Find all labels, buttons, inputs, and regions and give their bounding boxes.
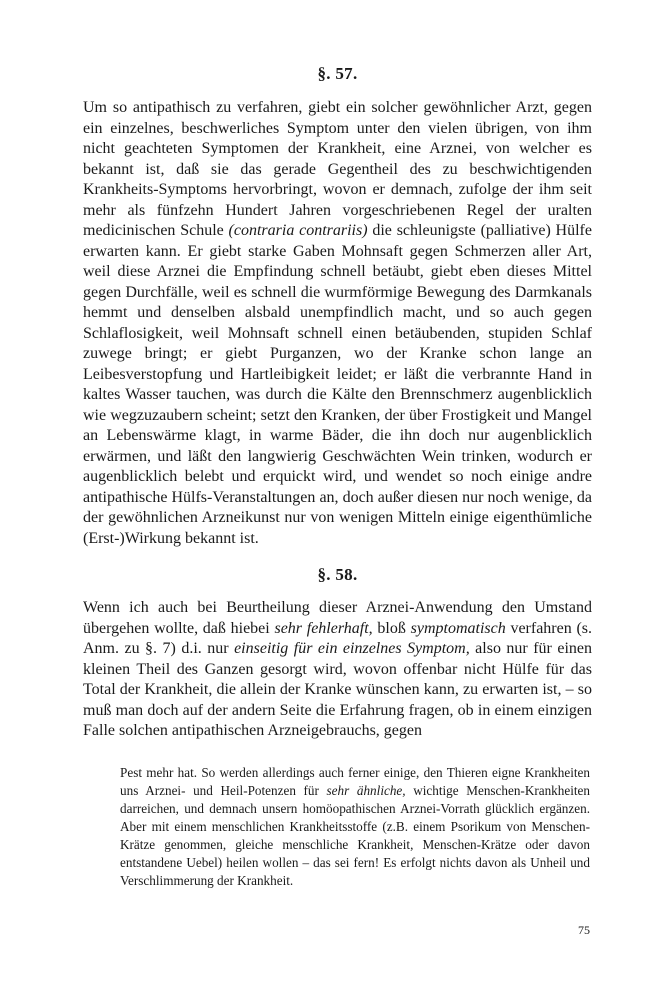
italic-text-run: sehr ähnliche,: [326, 783, 406, 798]
text-run: Wenn ich auch bei Beurtheilung dieser Arznei-Anwendung den Umstand übergehen wollte, daß hiebei: [83, 599, 592, 637]
text-run: also nur für einen kleinen Theil des Ganzen gesorgt wird, wovon offenbar nicht Hülfe für das Total der Krankheit, die allein der Kranke wünschen kann, zu erwarten ist, – so muß man doch auf der andern Seite die Erfahrung fragen, ob in einem einzigen Falle solchen antipathischen Arzneigebrauchs, gegen: [83, 640, 593, 739]
text-run: die schleunigste (palliative) Hülfe erwarten kann. Er giebt starke Gaben Mohnsaft gegen Schmerzen aller Art, weil diese Arznei die Empfindung schnell betäubt, giebt eben dieses Mittel gegen Durchfälle, weil es schnell die wurmförmige Bewegung des Darmkanals hemmt und denselben alsbald unempfindlich macht, und so auch gegen Schlaflosigkeit, weil Mohnsaft schnell einen betäubenden, stupiden Schlaf zuwege bringt; er giebt Purganzen, wo der Kranke schon lange an Leibesverstopfung und Hartleibigkeit leidet; er läßt die verbrannte Hand in kaltes Wasser tauchen, was durch die Kälte den Brennschmerz augenblicklich wie wegzuzaubern scheint; setzt den Kranken, der über Frostigkeit und Mangel an Lebenswärme klagt, in warme Bäder, die ihn doch nur augenblicklich erwärmen, und läßt den langwierig Geschwächten Wein trinken, wodurch er augenblicklich belebt und erquickt wird, und wendet so noch einige andre antipathische Hülfs-Veranstaltungen an, doch außer diesen nur noch wenige, da der gewöhnlichen Arzneikunst nur von wenigen Mitteln einige eigenthümliche (Erst-)Wirkung bekannt ist.: [83, 222, 592, 547]
text-run: Um so antipathisch zu verfahren, giebt ein solcher gewöhnlicher Arzt, gegen ein einzelnes, beschwerliches Symptom unter den vielen übrigen, von ihm nicht geachteten Symptomen der Krankheit, eine Arznei, von welcher es bekannt ist, daß sie das gerade Gegentheil des zu beschwichtigenden Krankheits-Symptoms hervorbringt, wovon er demnach, zufolge der ihm seit mehr als fünfzehn Hundert Jahren vorgeschriebenen Regel der uralten medicinischen Schule: [83, 99, 592, 239]
italic-text-run: (contraria contrariis): [228, 222, 368, 239]
text-run: Pest mehr hat. So werden allerdings auch ferner einige, den Thieren eigne Krankheiten uns Arznei- und Heil-Potenzen für: [120, 765, 590, 798]
section-57-paragraph: [83, 98, 592, 549]
footnote-continuation: [120, 764, 590, 890]
section-58-paragraph: [83, 598, 592, 742]
italic-text-run: symptomatisch: [410, 619, 506, 637]
italic-text-run: einseitig für ein einzelnes Symptom,: [234, 640, 470, 657]
section-heading-57: §. 57.: [317, 64, 358, 83]
italic-text-run: sehr fehlerhaft,: [274, 619, 373, 637]
text-run: verfahren (s. Anm. zu §. 7) d.i. nur: [83, 619, 593, 657]
text-run: bloß: [372, 619, 411, 637]
text-run: wichtige Menschen-Krankheiten darreichen, und demnach unsern homöopathischen Arznei-Vorrath glücklich ergänzen. Aber mit einem menschlichen Krankheitsstoffe (z.B. einem Psorikum von Menschen-Krätze genommen, gleiche menschliche Krankheit, Menschen-Krätze oder davon entstandene Uebel) heilen wollen – das sei fern! Es erfolgt nichts davon als Unheil und Verschlimmerung der Krankheit.: [120, 783, 591, 888]
page-number: 75: [578, 923, 590, 937]
section-heading-58: §. 58.: [317, 565, 358, 584]
